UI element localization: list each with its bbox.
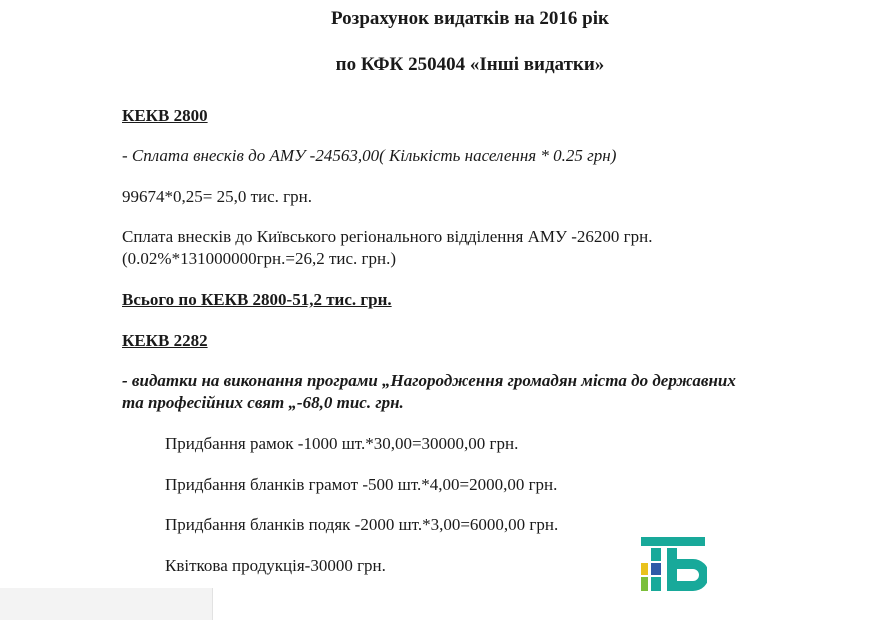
section-heading-kekv-2800: КЕКВ 2800 (122, 106, 208, 125)
thank-you-forms-purchase-line: Придбання бланків подяк -2000 шт.*3,00=6000,00 грн. (165, 515, 559, 534)
certificate-forms-purchase-line: Придбання бланків грамот -500 шт.*4,00=2000,00 грн. (165, 475, 558, 494)
bottom-scroll-area (0, 588, 213, 620)
flower-products-line: Квіткова продукція-30000 грн. (165, 556, 386, 575)
amu-fee-item: - Сплата внесків до АМУ -24563,00( Кількість населення * 0.25 грн) (122, 146, 617, 165)
document-subtitle: по КФК 250404 «Інші видатки» (335, 54, 605, 75)
document-title: Розрахунок видатків на 2016 рік (331, 8, 609, 29)
tb-logo-icon (641, 537, 707, 591)
section-heading-kekv-2282: КЕКВ 2282 (122, 331, 208, 350)
kyiv-branch-fee-item: Сплата внесків до Київського регіонального відділення АМУ -26200 грн. (122, 227, 653, 246)
section-2800-total: Всього по КЕКВ 2800-51,2 тис. грн. (122, 290, 392, 309)
frames-purchase-line: Придбання рамок -1000 шт.*30,00=30000,00 грн. (165, 434, 519, 453)
amu-fee-calculation: 99674*0,25= 25,0 тис. грн. (122, 187, 312, 206)
program-expense-line1: - видатки на виконання програми „Нагородження громадян міста до державних (122, 371, 736, 390)
kyiv-branch-fee-calculation: (0.02%*131000000грн.=26,2 тис. грн.) (122, 249, 397, 268)
program-expense-line2: та професійних свят „-68,0 тис. грн. (122, 393, 404, 412)
